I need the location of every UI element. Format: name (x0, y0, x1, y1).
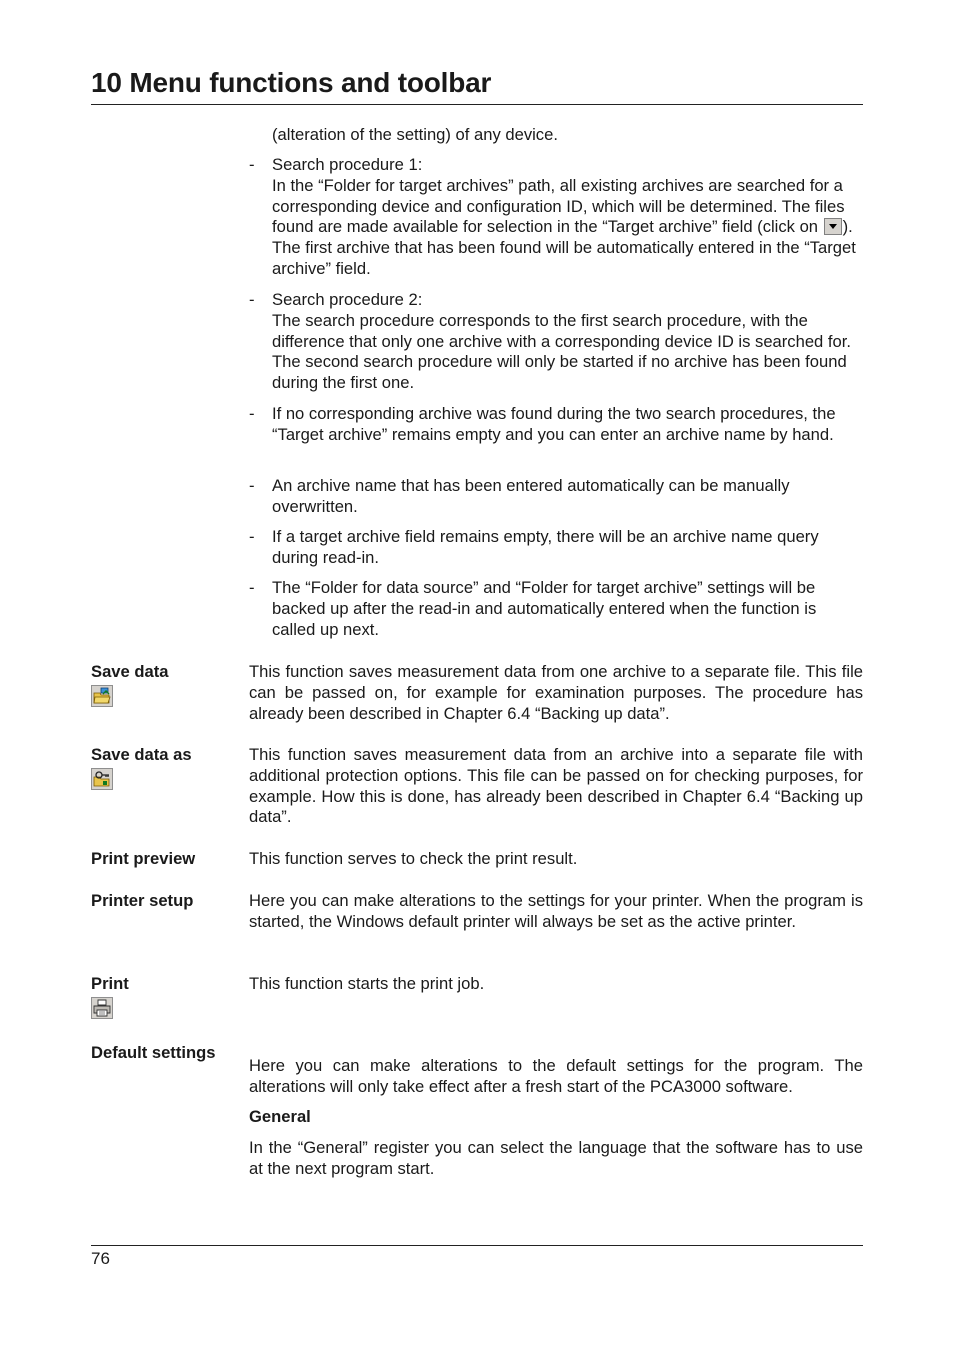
bullet-item: The “Folder for data source” and “Folder for target archive” settings will be backed up after the read-in and automatically entered when the function is called up next. (272, 578, 817, 639)
bullet-dash: - (249, 290, 255, 309)
bullet-item: An archive name that has been entered automatically can be manually overwritten. (272, 476, 790, 516)
description-general: In the “General” register you can select the language that the software has to use at the next program start. (249, 1138, 863, 1178)
term-print: Print (91, 974, 129, 993)
page-title: 10 Menu functions and toolbar (91, 67, 492, 98)
term-default-settings: Default settings (91, 1043, 216, 1062)
bullet-item: If a target archive field remains empty, there will be an archive name query during read-in. (272, 527, 819, 567)
bullet-item-search-procedure-1 (272, 155, 864, 280)
printer-icon (91, 997, 113, 1019)
bullet-text: The search procedure corresponds to the first search procedure, with the difference that only one archive with a corresponding device ID is searched for. The second search procedure will only be started if no archive has been found during the first one. (272, 310, 851, 393)
term-save-data: Save data (91, 662, 169, 681)
description-print: This function starts the print job. (249, 974, 485, 993)
description-default-settings: Here you can make alterations to the default settings for the program. The alterations will only take effect after a fresh start of the PCA3000 software. (249, 1056, 863, 1096)
description-print-preview: This function serves to check the print result. (249, 849, 578, 868)
footer-rule (91, 1245, 863, 1246)
subheading-general: General (249, 1107, 311, 1126)
header-rule (91, 104, 863, 105)
bullet-item-search-procedure-2 (272, 290, 864, 394)
bullet-dash: - (249, 155, 255, 174)
bullet-text: In the “Folder for target archives” path, all existing archives are searched for a corresponding device and configuration ID, which will be determined. The files found are made available for selection in the “Target archive” field (click on (272, 175, 845, 237)
bullet-text-continued: ). The first archive that has been found will be automatically entered in the “Target archive” field. (272, 217, 856, 278)
bullet-dash: - (249, 578, 255, 597)
term-printer-setup: Printer setup (91, 891, 194, 910)
description-save-data: This function saves measurement data from one archive to a separate file. This file can be passed on, for example for examination purposes. The procedure has already been described in Chapter 6.4 “Backing up data”. (249, 662, 863, 723)
description-save-data-as: This function saves measurement data from an archive into a separate file with additional protection options. This file can be passed on for checking purposes, for example. How this is done, has already been described in Chapter 6.4 “Backing up data”. (249, 745, 863, 827)
page-number: 76 (91, 1249, 110, 1268)
save-data-as-icon (91, 768, 113, 790)
dropdown-arrow-icon (824, 218, 842, 235)
bullet-dash: - (249, 476, 255, 495)
bullet-dash: - (249, 404, 255, 423)
intro-continuation: (alteration of the setting) of any device. (272, 125, 558, 144)
term-print-preview: Print preview (91, 849, 196, 868)
bullet-label: Search procedure 1: (272, 155, 423, 174)
description-printer-setup: Here you can make alterations to the settings for your printer. When the program is started, the Windows default printer will always be set as the active printer. (249, 891, 863, 931)
bullet-dash: - (249, 527, 255, 546)
save-data-icon (91, 685, 113, 707)
term-save-data-as: Save data as (91, 745, 192, 764)
bullet-item: If no corresponding archive was found during the two search procedures, the “Target archive” remains empty and you can enter an archive name by hand. (272, 404, 836, 444)
bullet-label: Search procedure 2: (272, 290, 423, 309)
